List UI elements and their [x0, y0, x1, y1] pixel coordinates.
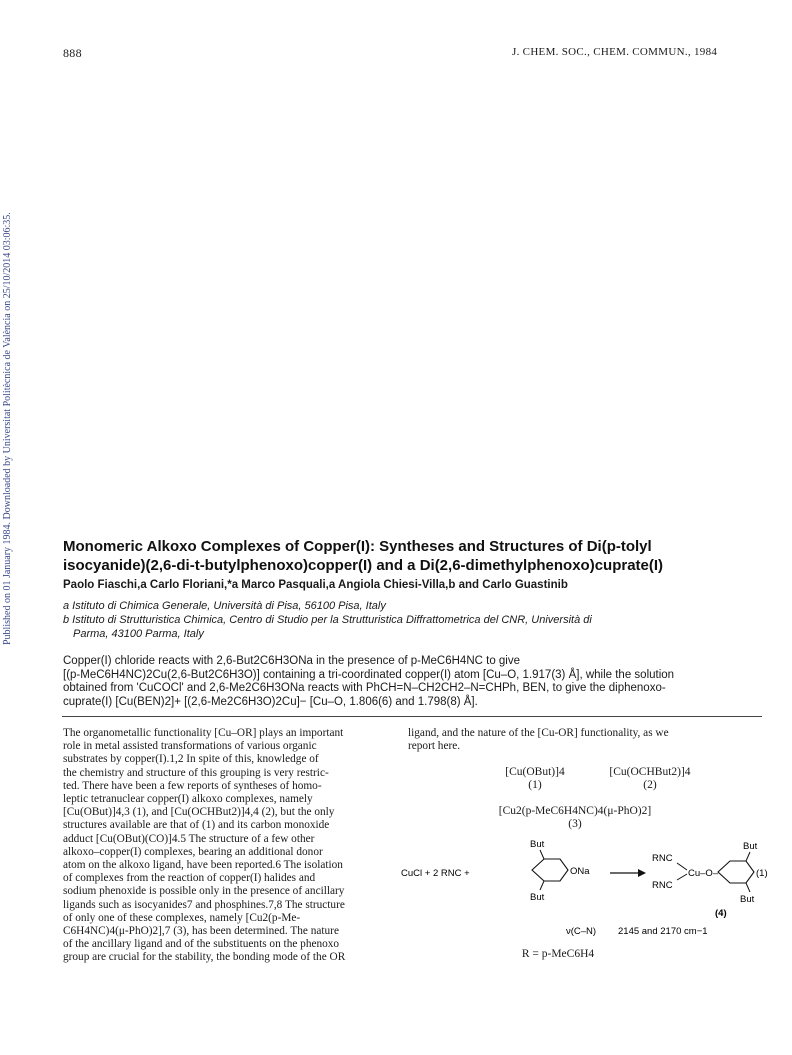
formula-2: [Cu(OCHBut2)]4	[609, 766, 691, 778]
scheme-rnc-bottom: RNC	[652, 880, 673, 891]
reactant-but-bond-top	[540, 850, 544, 859]
download-notice: Published on 01 January 1984. Downloaded by Universitat Politècnica de València on 25/10/2014 03:06:35.	[2, 212, 13, 645]
formula-3: [Cu2(p-MeC6H4NC)4(μ-PhO)2]	[498, 805, 652, 817]
product-but-bond-bottom	[746, 883, 750, 892]
reactant-but-bond-bottom	[540, 881, 544, 890]
abstract-line: [(p-MeC6H4NC)2Cu(2,6-But2C6H3O)] containing a tri-coordinated copper(I) atom [Cu–O, 1.917(3) Å], while the solution	[63, 668, 675, 681]
abstract-line: Copper(I) chloride reacts with 2,6-But2C6H3ONa in the presence of p-MeC6H4NC to give	[63, 655, 521, 667]
scheme-ir-values: 2145 and 2170 cm−1	[618, 926, 708, 937]
body-line: of complexes from the reaction of copper(I) halides and	[63, 872, 316, 885]
body-line: atom on the alkoxo ligand, have been reported.6 The isolation	[63, 859, 343, 872]
rnc-cu-bond-top	[677, 863, 687, 870]
affiliation-b-line-2: Parma, 43100 Parma, Italy	[73, 628, 204, 640]
reaction-scheme	[400, 830, 770, 940]
reactant-benzene-ring	[532, 859, 568, 881]
scheme-but-top-right: But	[743, 841, 758, 852]
scheme-but-bottom-right: But	[740, 894, 755, 905]
formula-2-label: (2)	[643, 779, 657, 791]
body-line: ted. There have been a few reports of syntheses of homo-	[63, 779, 322, 792]
rnc-cu-bond-bottom	[677, 874, 687, 880]
body-line: substrates by copper(I).1,2 In spite of this, knowledge of	[63, 753, 319, 766]
body-line: of the ancillary ligand and of the substituents on the phenoxo	[63, 938, 340, 951]
body-line: [Cu(OBut)]4,3 (1), and [Cu(OCHBut2)]4,4 (2), but the only	[63, 806, 335, 819]
affiliation-b	[63, 613, 763, 641]
body-line: report here.	[408, 740, 461, 753]
scheme-but-top: But	[530, 839, 545, 850]
scheme-eq-number: (1)	[756, 868, 768, 879]
body-line: the chemistry and structure of this grouping is very restric-	[63, 766, 329, 779]
page-number: 888	[63, 46, 82, 60]
formula-3-label: (3)	[568, 818, 582, 830]
abstract-divider	[62, 716, 762, 717]
body-line: group are crucial for the stability, the bonding mode of the OR	[63, 951, 346, 964]
body-line: The organometallic functionality [Cu–OR] plays an important	[63, 727, 344, 739]
affiliation-a: a Istituto di Chimica Generale, Università di Pisa, 56100 Pisa, Italy	[63, 600, 386, 612]
scheme-reactants: CuCl + 2 RNC +	[401, 868, 470, 879]
abstract	[63, 655, 768, 709]
scheme-product-label: (4)	[715, 908, 727, 919]
abstract-line: obtained from 'CuCOCl' and 2,6-Me2C6H3ONa reacts with PhCH=N–CH2CH2–N=CHPh, BEN, to give the diphenoxo-	[63, 682, 666, 694]
body-line: of only one of these complexes, namely [Cu2(p-Me-	[63, 911, 301, 924]
abstract-line: cuprate(I) [Cu(BEN)2]+ [(2,6-Me2C6H3O)2Cu]− [Cu–O, 1.806(6) and 1.798(8) Å].	[63, 695, 478, 708]
body-line: ligand, and the nature of the [Cu-OR] functionality, as we	[408, 727, 669, 739]
body-line: ligands such as isocyanides7 and phosphines.7,8 The structure	[63, 898, 345, 911]
author-list: Paolo Fiaschi,a Carlo Floriani,*a Marco Pasquali,a Angiola Chiesi-Villa,b and Carlo Guastinib	[63, 579, 568, 591]
product-but-bond-top	[746, 852, 750, 861]
body-line: C6H4NC)4(μ-PhO)2],7 (3), has been determined. The nature	[63, 925, 339, 938]
title-line-1: Monomeric Alkoxo Complexes of Copper(I): Syntheses and Structures of Di(p-tolyl	[63, 538, 652, 555]
body-line: structures available are that of (1) and its carbon monoxide	[63, 819, 330, 832]
journal-header: J. CHEM. SOC., CHEM. COMMUN., 1984	[512, 46, 718, 58]
body-right-column	[408, 727, 760, 753]
article-title	[63, 537, 763, 575]
reaction-arrow-head	[638, 869, 646, 877]
body-line: alkoxo–copper(I) complexes, bearing an additional donor	[63, 845, 323, 858]
body-line: leptic tetranuclear copper(I) alkoxo complexes, namely	[63, 793, 313, 806]
scheme-ona: ONa	[570, 866, 590, 877]
scheme-cu-o: Cu–O–	[688, 868, 719, 879]
formula-1: [Cu(OBut)]4	[505, 766, 565, 778]
scheme-rnc-top: RNC	[652, 853, 673, 864]
formula-1-label: (1)	[528, 779, 542, 791]
r-definition: R = p-MeC6H4	[521, 948, 595, 960]
title-line-2: isocyanide)(2,6-di-t-butylphenoxo)copper(I) and a Di(2,6-dimethylphenoxo)cuprate(I)	[63, 557, 664, 574]
affiliation-b-line-1: b Istituto di Strutturistica Chimica, Centro di Studio per la Strutturistica Diffrattometrica del CNR, Università di	[63, 614, 592, 626]
body-line: adduct [Cu(OBut)(CO)]4.5 The structure of a few other	[63, 832, 315, 845]
body-line: role in metal assisted transformations of various organic	[63, 740, 317, 753]
scheme-but-bottom: But	[530, 892, 545, 903]
product-benzene-ring	[718, 861, 754, 883]
scheme-ir-label: ν(C–N)	[566, 926, 597, 937]
body-line: sodium phenoxide is possible only in the presence of ancillary	[63, 885, 345, 898]
body-left-column	[63, 727, 391, 965]
